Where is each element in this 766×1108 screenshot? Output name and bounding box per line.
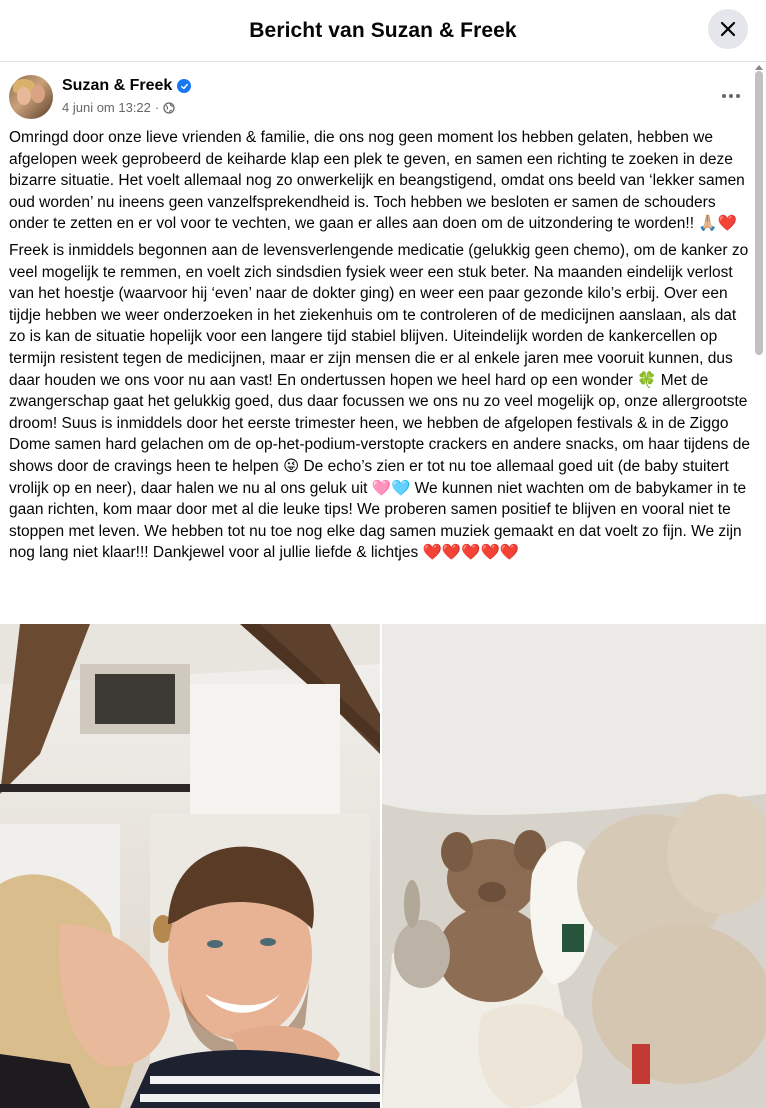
close-button[interactable] [708, 9, 748, 49]
verified-badge-icon [177, 79, 191, 93]
close-icon [719, 20, 737, 38]
more-options-button[interactable] [713, 81, 749, 111]
post-header [9, 75, 749, 121]
post-meta [62, 100, 175, 115]
avatar[interactable] [9, 75, 53, 119]
post-paragraph-1: Omringd door onze lieve vrienden & familie, die ons nog geen moment los hebben gelaten, hebben we afgelopen week geprobeerd de keiharde klap een plek te geven, en samen een richting te zoeken in deze bizarre situatie. Het voelt allemaal nog zo onwerkelijk en beangstigend, omdat ons beeld van ‘lekker samen oud worden’ nu ineens geen vanzelfsprekendheid is. Toch hebben we besloten er samen de schouders onder te zetten en er vol voor te vechten, we gaan er alles aan doen om de uitzondering te worden!! 🙏🏼❤️ [9, 129, 745, 233]
meta-separator: · [154, 100, 160, 115]
post-paragraph-2: Freek is inmiddels begonnen aan de levensverlengende medicatie (gelukkig geen chemo), om de kanker zo veel mogelijk te remmen, en voelt zich sindsdien fysiek weer een stuk beter. Na maanden eindelijk verlost van het hoestje (waarvoor hij ‘even’ naar de dokter ging) en weer een paar gezonde kilo’s erbij. Over een tijdje hebben we weer onderzoeken in het ziekenhuis om te controleren of de medicijnen aanslaan, als dat zo is kan de situatie hopelijk voor een langere tijd stabiel blijven. Uiteindelijk worden de kankercellen op termijn resistent tegen de medicijnen, maar er zijn mensen die er al enkele jaren mee vooruit kunnen, dus daar houden we ons voor nu aan vast! En ondertussen hopen we heel hard op een wonder 🍀 Met de zwangerschap gaat het gelukkig goed, dus daar focussen we ons nu zo veel mogelijk op, onze allergrootste droom! Suus is inmiddels door het eerste trimester heen, we hebben de afgelopen festivals & in de Ziggo Dome samen hard gelachen om de op-het-podium-verstopte crackers en andere snacks, om haar tijdens de shows door de cravings heen te helpen 😜 De echo’s zien er tot nu toe allemaal goed uit (de baby stuitert vrolijk op en neer), daar halen we nu al ons geluk uit 🩷🩵 We kunnen niet wachten om de babykamer in te gaan richten, kom maar door met al die leuke tips! We proberen samen positief te blijven en vooral niet te stoppen met leven. We hebben tot nu toe nog elke dag samen muziek gemaakt en dat voelt zo fijn. We zijn nog lang niet klaar!!! Dankjewel voor al jullie liefde & lichtjes ❤️❤️❤️❤️❤️ [9, 241, 750, 562]
couple-selfie-image [0, 624, 380, 1108]
photo-couple-selfie[interactable] [0, 624, 380, 1108]
modal-title: Bericht van Suzan & Freek [249, 18, 517, 42]
globe-icon [163, 102, 175, 114]
scroll-up-arrow-icon[interactable] [755, 65, 763, 70]
scrollbar-thumb[interactable] [755, 71, 763, 355]
post-text [9, 127, 754, 569]
more-horizontal-icon [722, 94, 726, 98]
modal-header [0, 0, 766, 62]
baby-plush-toys-image [382, 624, 766, 1108]
author-row [62, 77, 191, 95]
photo-baby-plush-toys[interactable] [382, 624, 766, 1108]
post-date[interactable]: 4 juni om 13:22 [62, 100, 151, 115]
author-name[interactable]: Suzan & Freek [62, 77, 173, 94]
